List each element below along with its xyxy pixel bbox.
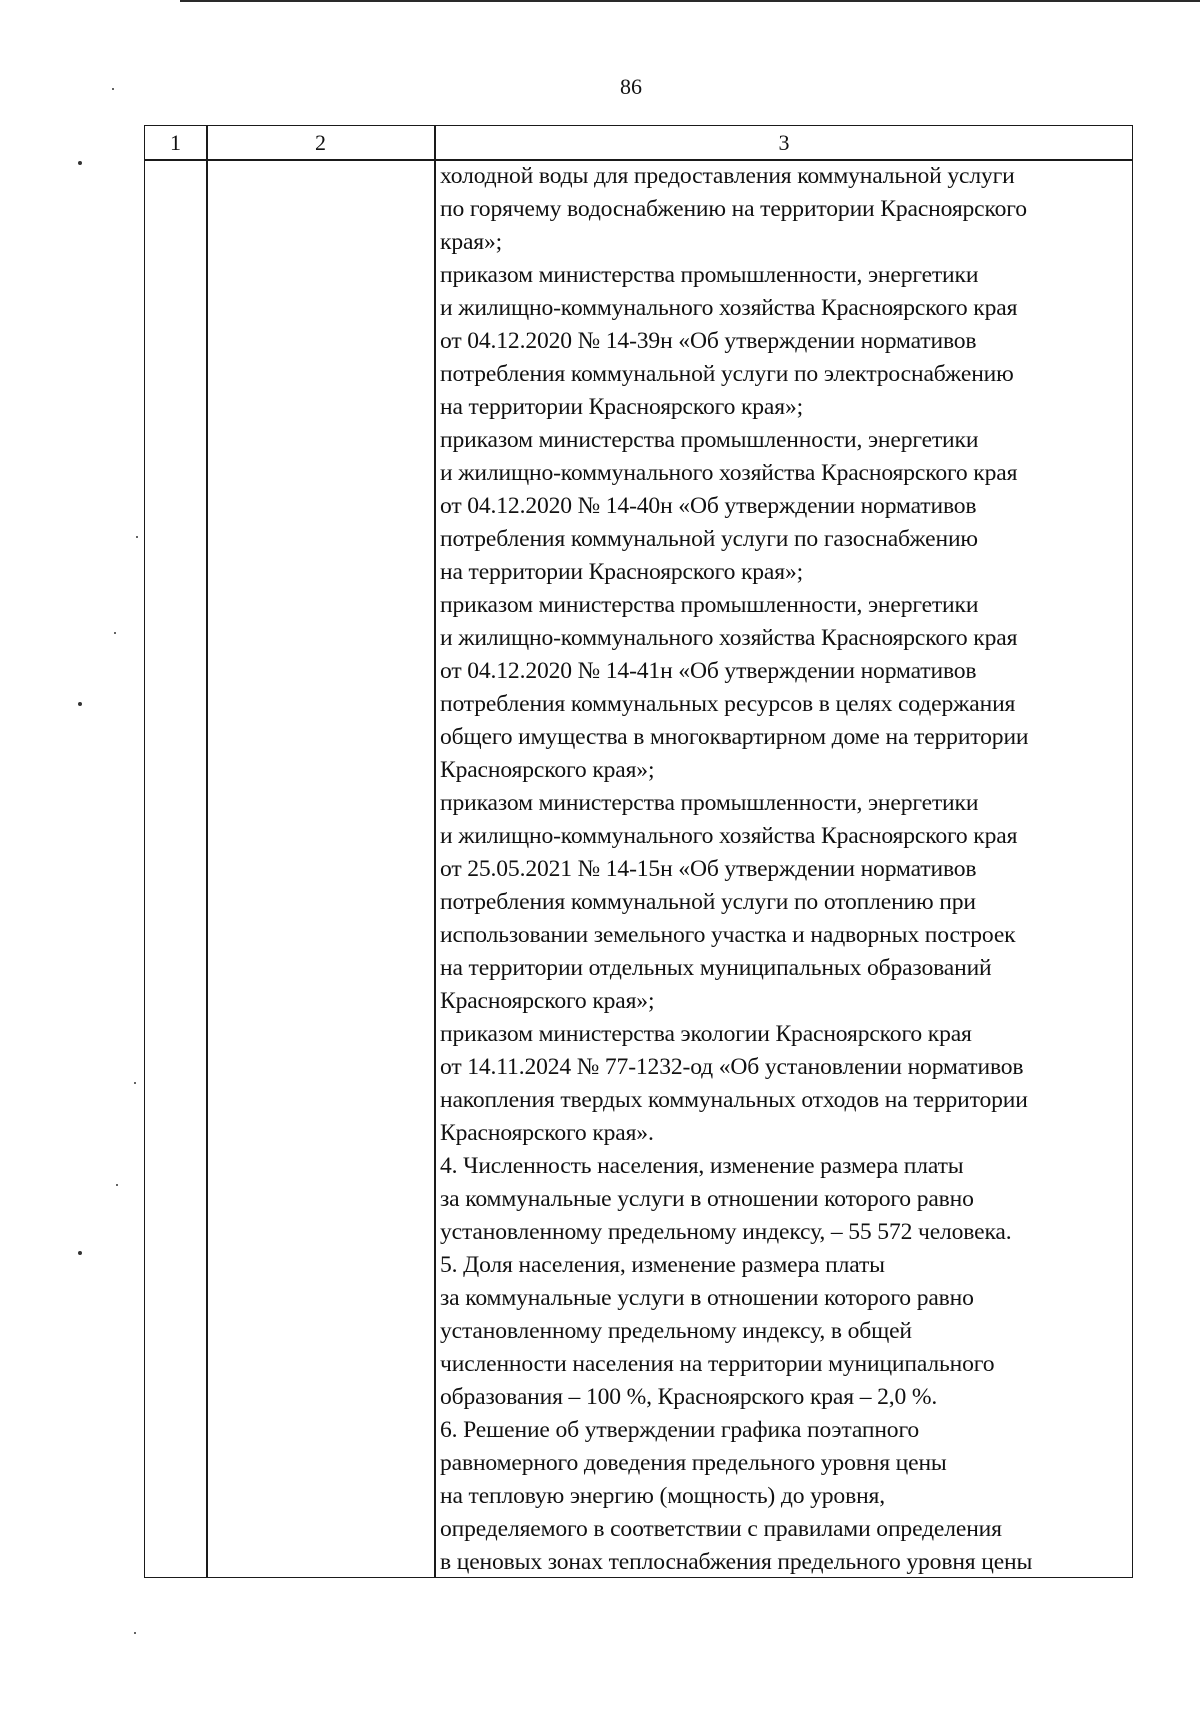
text-line: холодной воды для предоставления коммунальной услуги — [440, 163, 1015, 189]
text-line: по горячему водоснабжению на территории Красноярского — [440, 196, 1027, 222]
text-line: численности населения на территории муниципального — [440, 1351, 995, 1377]
text-line: потребления коммунальных ресурсов в целях содержания — [440, 691, 1016, 717]
scan-speck — [134, 1632, 136, 1634]
text-line: потребления коммунальной услуги по электроснабжению — [440, 361, 1014, 387]
text-line: 5. Доля населения, изменение размера платы — [440, 1252, 885, 1278]
text-line: приказом министерства промышленности, энергетики — [440, 790, 979, 816]
text-line: Красноярского края». — [440, 1120, 654, 1146]
scan-speck — [78, 161, 82, 165]
scan-speck — [136, 536, 138, 538]
text-line: установленному предельному индексу, в общей — [440, 1318, 912, 1344]
text-line: и жилищно-коммунального хозяйства Красноярского края — [440, 295, 1018, 321]
text-line: приказом министерства промышленности, энергетики — [440, 427, 979, 453]
text-line: 6. Решение об утверждении графика поэтапного — [440, 1417, 920, 1443]
text-line: от 04.12.2020 № 14-40н «Об утверждении нормативов — [440, 493, 977, 519]
text-line: 4. Численность населения, изменение размера платы — [440, 1153, 964, 1179]
scan-speck — [134, 1082, 136, 1084]
scan-speck — [78, 1251, 82, 1255]
text-line: общего имущества в многоквартирном доме на территории — [440, 724, 1029, 750]
text-line: приказом министерства экологии Красноярского края — [440, 1021, 972, 1047]
scan-speck — [78, 702, 82, 706]
text-line: установленному предельному индексу, – 55 572 человека. — [440, 1219, 1012, 1245]
text-line: образования – 100 %, Красноярского края – 2,0 %. — [440, 1384, 938, 1410]
text-line: приказом министерства промышленности, энергетики — [440, 262, 979, 288]
text-line: от 25.05.2021 № 14-15н «Об утверждении нормативов — [440, 856, 977, 882]
text-line: на территории отдельных муниципальных образований — [440, 955, 992, 981]
text-line: от 04.12.2020 № 14-41н «Об утверждении нормативов — [440, 658, 977, 684]
header-cell-col-1: 1 — [170, 130, 181, 155]
column-divider — [434, 126, 436, 1577]
text-line: Красноярского края»; — [440, 757, 655, 783]
column-divider — [206, 126, 208, 1577]
text-line: края»; — [440, 229, 503, 255]
text-line: на территории Красноярского края»; — [440, 394, 803, 420]
text-line: приказом министерства промышленности, энергетики — [440, 592, 979, 618]
text-line: и жилищно-коммунального хозяйства Красноярского края — [440, 625, 1018, 651]
text-line: за коммунальные услуги в отношении которого равно — [440, 1285, 974, 1311]
text-line: на тепловую энергию (мощность) до уровня, — [440, 1483, 885, 1509]
text-line: равномерного доведения предельного уровня цены — [440, 1450, 947, 1476]
text-line: от 04.12.2020 № 14-39н «Об утверждении нормативов — [440, 328, 977, 354]
text-line: на территории Красноярского края»; — [440, 559, 803, 585]
text-line: Красноярского края»; — [440, 988, 655, 1014]
scan-top-edge — [180, 0, 1200, 2]
text-line: за коммунальные услуги в отношении которого равно — [440, 1186, 974, 1212]
text-line: от 14.11.2024 № 77-1232-од «Об установлении нормативов — [440, 1054, 1024, 1080]
text-line: потребления коммунальной услуги по газоснабжению — [440, 526, 978, 552]
page-number: 86 — [620, 74, 642, 99]
text-line: определяемого в соответствии с правилами определения — [440, 1516, 1002, 1542]
header-cell-col-2: 2 — [315, 130, 326, 155]
scan-speck — [114, 632, 116, 634]
text-line: и жилищно-коммунального хозяйства Красноярского края — [440, 460, 1018, 486]
document-table — [144, 125, 1133, 1578]
column-3-text — [440, 160, 1130, 1579]
text-line: потребления коммунальной услуги по отоплению при — [440, 889, 976, 915]
text-line: накопления твердых коммунальных отходов на территории — [440, 1087, 1028, 1113]
text-line: использовании земельного участка и надворных построек — [440, 922, 1016, 948]
scan-speck — [116, 1184, 118, 1186]
header-cell-col-3: 3 — [778, 130, 790, 155]
text-line: и жилищно-коммунального хозяйства Красноярского края — [440, 823, 1018, 849]
text-line: в ценовых зонах теплоснабжения предельного уровня цены — [440, 1549, 1033, 1575]
